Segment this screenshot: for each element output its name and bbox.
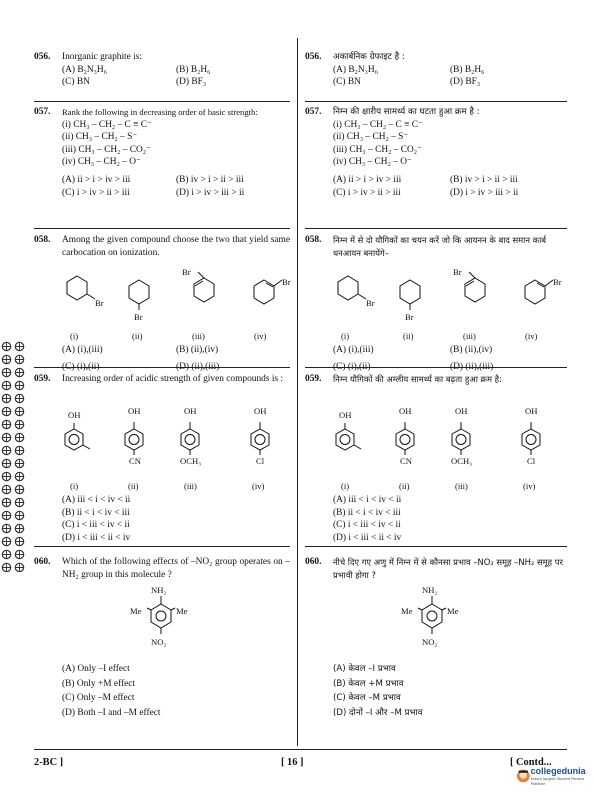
question-059-en: 059. Increasing order of acidic strength of given compounds is : OH OH OH OH CN OCH₃ Cl (i) (ii) (iii) (iv) (A) iii < i < iv < ii (B) ii < i < iv < iii (C) i < iii < iv < ii (D) i < iii < ii < iv	[34, 373, 290, 563]
option-a: (A) iii < i < iv < ii	[62, 495, 131, 505]
option-a: (A) केवल –I प्रभाव	[333, 664, 396, 674]
option-d: (D) i < iii < ii < iv	[62, 532, 131, 543]
option-b: (B) ii < i < iv < iii	[333, 507, 401, 518]
option-b: (B) (ii),(iv)	[176, 345, 219, 355]
logo-mascot-icon	[516, 768, 531, 784]
item-i: (i) CH₃ – CH₂ – C ≡ C⁻	[62, 119, 152, 130]
option-a: (A) (i),(iii)	[62, 345, 103, 355]
option-b: (B) ii < i < iv < iii	[62, 507, 130, 518]
separator	[305, 367, 567, 368]
option-d: (D) BF₃	[176, 77, 207, 88]
footer-continued: [ Contd...	[510, 757, 552, 768]
option-b: (B) (ii),(iv)	[450, 345, 493, 355]
option-c: (C) i < iii < iv < ii	[333, 520, 401, 531]
option-a: (A) B₂N₃H₆	[62, 64, 107, 75]
option-b: (B) iv > i > ii > iii	[450, 174, 518, 185]
structure-060	[417, 596, 447, 638]
item-iv: (iv) CH₃ – CH₂ – O⁻	[62, 157, 141, 168]
structures-058	[64, 268, 294, 320]
option-c: (C) i > iv > ii > iii	[333, 187, 401, 198]
footer-booklet-code: 2-BC ]	[34, 757, 64, 768]
option-b: (B) B₂H₆	[176, 64, 211, 75]
structures-058	[335, 268, 565, 320]
item-iv: (iv) CH₃ – CH₂ – O⁻	[333, 157, 412, 168]
option-b: (B) Only +M effect	[62, 678, 136, 689]
option-d: (D) i < iii < ii < iv	[333, 532, 402, 543]
question-057-hi: 057. निम्न की क्षारीय सामर्थ्य का घटता हुआ क्रम है : (i) CH₃ – CH₂ – C ≡ C⁻ (ii) CH₃ – CH₂ – S⁻ (iii) CH₃ – CH₂ – CO₂⁻ (iv) CH₃ – CH₂ – O⁻ (A) ii > i > iv > iii (B) iv > i > ii > iii (C) i > iv > ii > iii (D) i > iv > iii > ii	[305, 106, 567, 199]
option-c: (C) BN	[333, 77, 361, 88]
option-c: (C) i < iii < iv < ii	[62, 520, 130, 531]
english-column	[34, 40, 290, 744]
option-c: (C) (i),(ii)	[333, 361, 371, 372]
footer-rule	[34, 749, 567, 750]
separator	[305, 101, 567, 102]
item-ii: (ii) CH₃ – CH₂ – S⁻	[333, 132, 409, 143]
option-c: (C) (i),(ii)	[62, 361, 100, 372]
question-058-en: 058. Among the given compound choose the two that yield same carbocation on ionization. Br Br Br Br (i) (ii) (iii) (iv) (A) (i),(iii) (B) (ii),(iv) (C) (i),(ii) (D) (ii),(iii)	[34, 234, 290, 374]
item-i: (i) CH₃ – CH₂ – C ≡ C⁻	[333, 119, 423, 130]
question-056-hi: 056. अकार्बनिक ग्रेफाइट है : (A) B₂N₃H₆ (B) B₂H₆ (C) BN (D) BF₃	[305, 51, 567, 89]
option-d: (D) दोनों –I और –M प्रभाव	[333, 707, 423, 718]
collegedunia-logo: collegedunia India's largest Student Review Platform	[516, 766, 594, 786]
separator	[34, 546, 290, 547]
option-d: (D) (ii),(iii)	[450, 361, 494, 372]
option-a: (A) ii > i > iv > iii	[62, 174, 131, 185]
option-a: (A) B₂N₃H₆	[333, 64, 378, 75]
question-060-hi: 060. नीचे दिए गए अणु में निम्न में से कौनसा प्रभाव –NO₂ समूह –NH₂ समूह पर प्रभावी होगा ? NH₂ Me Me NO₂ (A) केवल –I प्रभाव (B) केवल +M प्रभाव (C) केवल –M प्रभाव (D) दोनों –I और –M प्रभाव	[305, 556, 567, 736]
question-059-hi: 059. निम्न यौगिकों की अम्लीय सामर्थ्य का बढ़ता हुआ क्रम है: OH OH OH OH CN OCH₃ Cl (i) (ii) (iii) (iv) (A) iii < i < iv < ii (B) ii < i < iv < iii (C) i < iii < iv < ii (D) i < iii < ii < iv	[305, 373, 567, 563]
option-d: (D) i > iv > iii > ii	[450, 187, 519, 198]
option-a: (A) Only –I effect	[62, 664, 130, 674]
question-056-en: 056. Inorganic graphite is: (A) B₂N₃H₆ (B) B₂H₆ (C) BN (D) BF₃	[34, 51, 290, 89]
option-c: (C) i > iv > ii > iii	[62, 187, 130, 198]
side-border-pattern	[0, 340, 26, 572]
option-d: (D) (ii),(iii)	[176, 361, 220, 372]
option-c: (C) BN	[62, 77, 90, 88]
separator	[34, 367, 290, 368]
footer-page-number: [ 16 ]	[281, 757, 304, 768]
question-058-hi: 058. निम्न में से दो यौगिकों का चयन करें जो कि आयनन के बाद समान कार्ब धनआयन बनायेंगे– Br Br Br Br (i) (ii) (iii) (iv) (A) (i),(iii) (B) (ii),(iv) (C) (i),(ii) (D) (ii),(iii)	[305, 234, 567, 374]
option-c: (C) केवल –M प्रभाव	[333, 693, 401, 704]
separator	[305, 228, 567, 229]
item-iii: (iii) CH₃ – CH₂ – CO₂⁻	[62, 144, 151, 155]
option-a: (A) (i),(iii)	[333, 345, 374, 355]
option-d: (D) Both –I and –M effect	[62, 707, 161, 718]
item-ii: (ii) CH₃ – CH₂ – S⁻	[62, 132, 138, 143]
option-a: (A) ii > i > iv > iii	[333, 174, 402, 185]
separator	[305, 546, 567, 547]
option-c: (C) Only –M effect	[62, 693, 135, 704]
option-b: (B) B₂H₆	[450, 64, 485, 75]
option-b: (B) केवल +M प्रभाव	[333, 678, 404, 689]
option-b: (B) iv > i > ii > iii	[176, 174, 244, 185]
question-060-en: 060. Which of the following effects of –NO₂ group operates on –NH₂ group in this molecule ? NH₂ Me Me NO₂ (A) Only –I effect (B) Only +M effect (C) Only –M effect (D) Both –I and –M effect	[34, 556, 290, 736]
question-057-en: 057. Rank the following in decreasing order of basic strength: (i) CH₃ – CH₂ – C ≡ C⁻ (ii) CH₃ – CH₂ – S⁻ (iii) CH₃ – CH₂ – CO₂⁻ (iv) CH₃ – CH₂ – O⁻ (A) ii > i > iv > iii (B) iv > i > ii > iii (C) i > iv > ii > iii (D) i > iv > iii > ii	[34, 106, 290, 199]
column-divider	[297, 38, 298, 746]
structure-060	[146, 596, 176, 638]
option-a: (A) iii < i < iv < ii	[333, 495, 402, 505]
item-iii: (iii) CH₃ – CH₂ – CO₂⁻	[333, 144, 422, 155]
option-d: (D) i > iv > iii > ii	[176, 187, 245, 198]
hindi-column	[305, 40, 567, 744]
separator	[34, 228, 290, 229]
separator	[34, 101, 290, 102]
option-d: (D) BF₃	[450, 77, 481, 88]
